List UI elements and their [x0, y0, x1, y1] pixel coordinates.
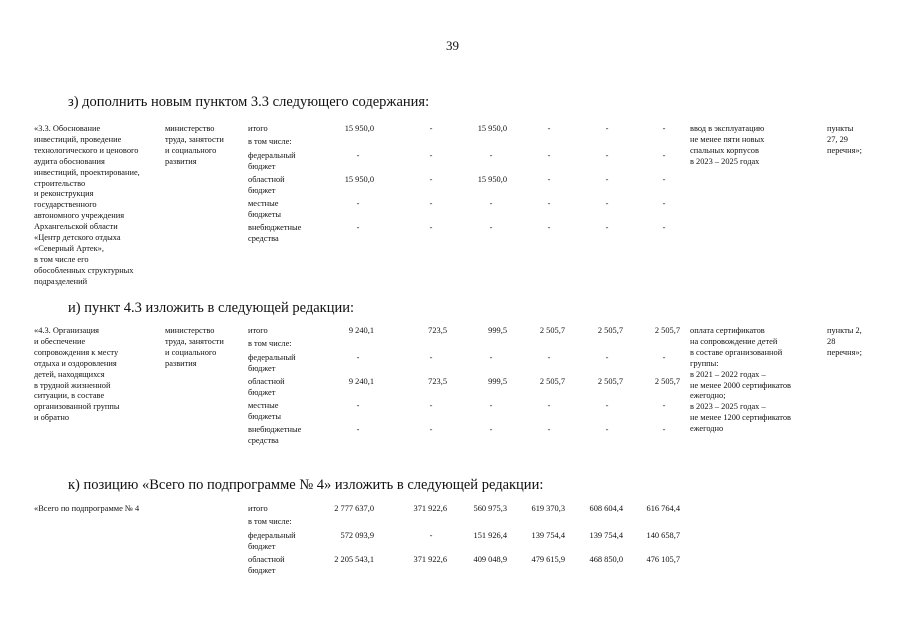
funding-value: - [605, 223, 609, 232]
funding-value: 723,5 [428, 377, 447, 386]
funding-value: 608 604,4 [589, 504, 623, 513]
funding-source-label: федеральный [248, 353, 296, 362]
funding-value: 619 370,3 [531, 504, 565, 513]
funding-value: - [429, 175, 433, 184]
expected-result-line: не менее 2000 сертификатов [690, 380, 791, 390]
funding-value: - [429, 353, 433, 362]
funding-source-label: бюджеты [248, 411, 282, 421]
funding-value: 139 754,4 [531, 531, 565, 540]
reference-line: перечня»; [827, 145, 862, 155]
funding-value: - [605, 353, 609, 362]
funding-value: - [356, 151, 360, 160]
funding-source-label: итого [248, 504, 268, 513]
funding-value: 479 615,9 [531, 555, 565, 564]
funding-value: 2 505,7 [654, 377, 680, 386]
funding-value: - [489, 223, 493, 232]
executor-line: и социального [165, 145, 217, 155]
funding-value: - [662, 151, 666, 160]
funding-value: - [547, 425, 551, 434]
funding-source-label: итого [248, 326, 268, 335]
funding-source-label: бюджет [248, 541, 276, 551]
funding-value: 409 048,9 [473, 555, 507, 564]
funding-value: 476 105,7 [646, 555, 680, 564]
funding-value: - [662, 425, 666, 434]
funding-value: 2 505,7 [597, 377, 623, 386]
funding-value: 15 950,0 [344, 175, 374, 184]
funding-value: 2 505,7 [539, 326, 565, 335]
funding-value: 999,5 [488, 377, 507, 386]
item-name-line: детей, находящихся [34, 369, 105, 379]
funding-value: - [429, 531, 433, 540]
funding-value: - [356, 401, 360, 410]
funding-value: 15 950,0 [477, 124, 507, 133]
funding-value: - [429, 401, 433, 410]
expected-result-line: в 2023 – 2025 годах [690, 156, 760, 166]
funding-value: - [662, 223, 666, 232]
funding-value: - [429, 223, 433, 232]
funding-source-label: федеральный [248, 531, 296, 540]
funding-value: - [547, 353, 551, 362]
item-name-line: «Центр детского отдыха [34, 233, 121, 242]
funding-source-label: в том числе: [248, 339, 292, 348]
expected-result-line: оплата сертификатов [690, 326, 765, 335]
item-name-line: государственного [34, 200, 97, 210]
funding-value: 999,5 [488, 326, 507, 335]
funding-value: - [547, 175, 551, 184]
item-name-line: аудита обоснования [34, 156, 105, 166]
funding-value: 9 240,1 [348, 377, 374, 386]
executor-line: развития [165, 358, 197, 368]
page-number: 39 [446, 38, 459, 53]
expected-result-line: в 2021 – 2022 годах – [690, 369, 766, 379]
expected-result-line: не менее 1200 сертификатов [690, 413, 791, 423]
funding-source-label: бюджет [248, 565, 276, 575]
executor-line: министерство [165, 124, 215, 133]
item-name-line: отдыха и оздоровления [34, 358, 117, 368]
funding-value: 371 922,6 [413, 504, 447, 513]
funding-value: 15 950,0 [477, 175, 507, 184]
item-name-line: сопровождения к месту [34, 347, 119, 357]
funding-source-label: бюджеты [248, 209, 282, 219]
funding-value: - [429, 425, 433, 434]
funding-source-label: областной [248, 175, 285, 184]
item-name-line: инвестиций, проведение [34, 134, 122, 144]
item-name-line: Архангельской области [34, 222, 118, 232]
funding-value: - [605, 425, 609, 434]
funding-value: 140 658,7 [646, 531, 680, 540]
item-name-line: инвестиций, проектирование, [34, 167, 140, 177]
item-name-line: и обеспечение [34, 336, 86, 346]
expected-result-line: ежегодно; [690, 391, 726, 401]
funding-value: - [489, 151, 493, 160]
funding-value: - [356, 425, 360, 434]
funding-source-label: областной [248, 555, 285, 564]
funding-value: - [429, 151, 433, 160]
funding-value: 2 777 637,0 [334, 504, 374, 513]
funding-source-label: местные [248, 401, 279, 410]
funding-value: - [547, 124, 551, 133]
funding-value: - [605, 401, 609, 410]
funding-source-label: областной [248, 377, 285, 386]
funding-value: - [605, 199, 609, 208]
executor-line: труда, занятости [165, 134, 224, 144]
funding-value: - [547, 401, 551, 410]
funding-value: 151 926,4 [473, 531, 507, 540]
item-name-line: ситуации, в составе [34, 391, 105, 401]
item-name-line: организованной группы [34, 402, 120, 412]
funding-value: - [662, 199, 666, 208]
funding-value: - [605, 175, 609, 184]
funding-source-label: средства [248, 233, 279, 243]
funding-value: 572 093,9 [340, 531, 374, 540]
item-name-line: строительство [34, 178, 86, 188]
funding-source-label: в том числе: [248, 137, 292, 146]
expected-result-line: на сопровождение детей [690, 336, 778, 346]
funding-value: 723,5 [428, 326, 447, 335]
funding-value: 2 205 543,1 [334, 555, 374, 564]
item-name-line: «4.3. Организация [34, 326, 100, 335]
executor-line: труда, занятости [165, 336, 224, 346]
funding-value: - [356, 353, 360, 362]
funding-value: - [489, 199, 493, 208]
reference-line: 28 [827, 336, 836, 346]
section-heading: и) пункт 4.3 изложить в следующей редакции: [68, 300, 355, 316]
executor-line: развития [165, 156, 197, 166]
funding-value: 616 764,4 [646, 504, 680, 513]
funding-value: - [547, 151, 551, 160]
funding-value: 139 754,4 [589, 531, 623, 540]
funding-value: - [547, 199, 551, 208]
expected-result-line: ввод в эксплуатацию [690, 124, 765, 133]
reference-line: 27, 29 [827, 134, 848, 144]
funding-value: - [605, 151, 609, 160]
funding-value: 15 950,0 [344, 124, 374, 133]
funding-value: 2 505,7 [539, 377, 565, 386]
item-name-line: «Всего по подпрограмме № 4 [34, 504, 140, 513]
funding-value: - [605, 124, 609, 133]
funding-value: - [662, 175, 666, 184]
item-name-line: технологического и ценового [34, 145, 139, 155]
item-name-line: и обратно [34, 413, 70, 423]
funding-value: - [662, 124, 666, 133]
funding-source-label: итого [248, 124, 268, 133]
item-name-line: «Северный Артек», [34, 243, 104, 253]
expected-result-line: группы: [690, 358, 719, 368]
funding-source-label: внебюджетные [248, 425, 302, 434]
item-name-line: автономного учреждения [34, 211, 125, 221]
funding-source-label: внебюджетные [248, 223, 302, 232]
funding-source-label: федеральный [248, 151, 296, 160]
expected-result-line: в составе организованной [690, 347, 783, 357]
funding-value: - [547, 223, 551, 232]
expected-result-line: ежегодно [690, 424, 724, 434]
funding-value: - [429, 124, 433, 133]
funding-value: - [489, 401, 493, 410]
funding-value: - [489, 353, 493, 362]
item-name-line: обособленных структурных [34, 265, 134, 275]
item-name-line: в том числе его [34, 254, 89, 264]
funding-value: 2 505,7 [597, 326, 623, 335]
funding-value: - [662, 353, 666, 362]
executor-line: министерство [165, 326, 215, 335]
funding-value: 371 922,6 [413, 555, 447, 564]
funding-value: - [489, 425, 493, 434]
expected-result-line: в 2023 – 2025 годах – [690, 402, 766, 412]
funding-value: - [662, 401, 666, 410]
funding-value: - [429, 199, 433, 208]
funding-value: 9 240,1 [348, 326, 374, 335]
reference-line: пункты [827, 124, 854, 133]
funding-value: - [356, 199, 360, 208]
funding-source-label: бюджет [248, 161, 276, 171]
funding-source-label: средства [248, 435, 279, 445]
funding-value: 468 850,0 [589, 555, 623, 564]
funding-source-label: бюджет [248, 185, 276, 195]
section-heading: к) позицию «Всего по подпрограмме № 4» изложить в следующей редакции: [68, 477, 544, 493]
item-name-line: «3.3. Обоснование [34, 124, 101, 133]
section-heading: з) дополнить новым пунктом 3.3 следующего содержания: [68, 94, 430, 110]
expected-result-line: не менее пяти новых [690, 134, 765, 144]
funding-source-label: в том числе: [248, 517, 292, 526]
reference-line: пункты 2, [827, 326, 862, 335]
funding-source-label: бюджет [248, 387, 276, 397]
funding-value: 560 975,3 [473, 504, 507, 513]
funding-source-label: бюджет [248, 363, 276, 373]
funding-source-label: местные [248, 199, 279, 208]
item-name-line: и реконструкция [34, 189, 94, 199]
item-name-line: подразделений [34, 276, 88, 286]
item-name-line: в трудной жизненной [34, 380, 111, 390]
funding-value: 2 505,7 [654, 326, 680, 335]
reference-line: перечня»; [827, 347, 862, 357]
funding-value: - [356, 223, 360, 232]
expected-result-line: спальных корпусов [690, 145, 759, 155]
executor-line: и социального [165, 347, 217, 357]
